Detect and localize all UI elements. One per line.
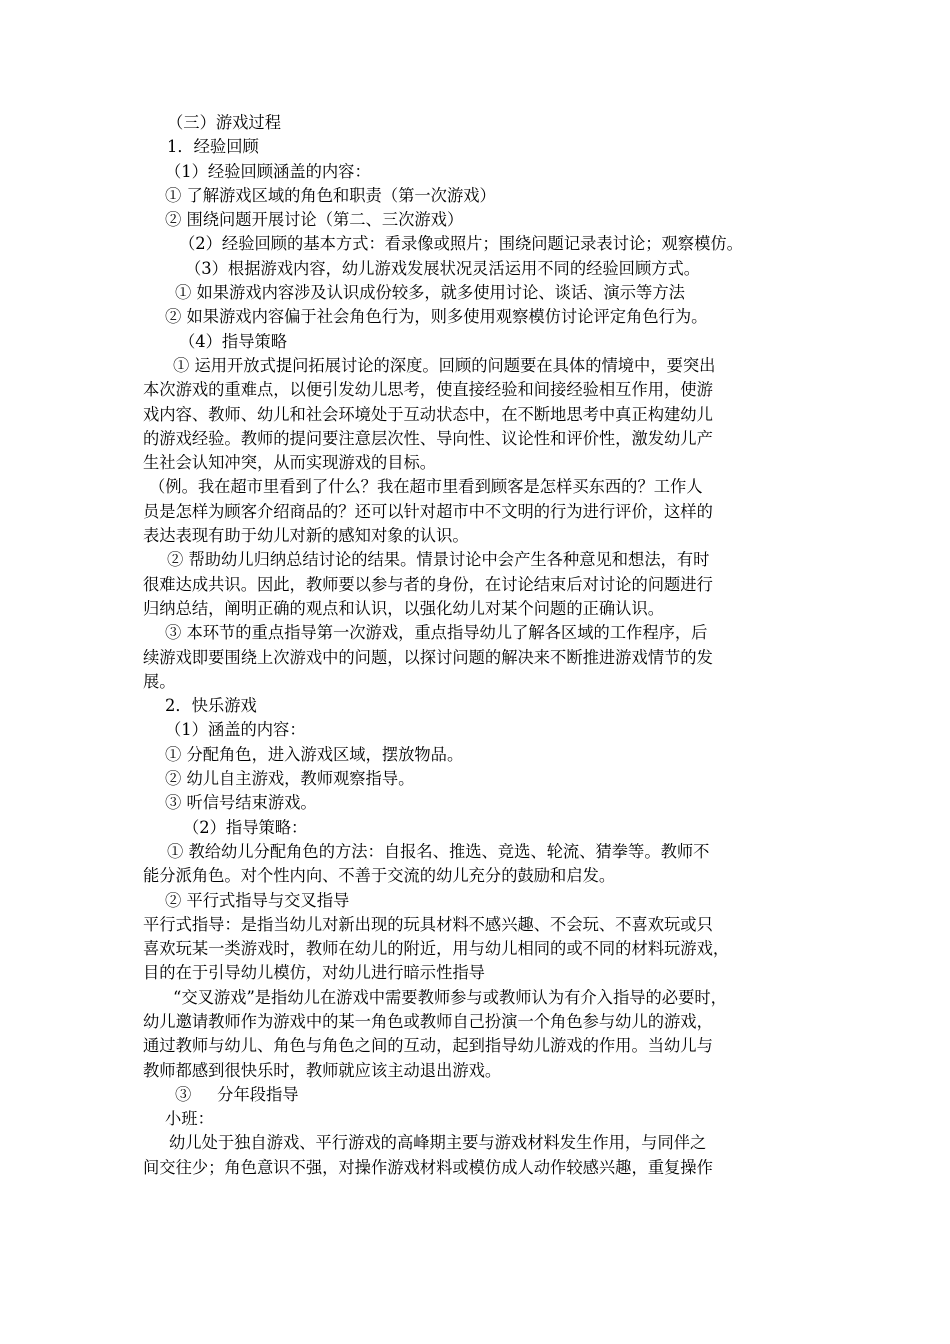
text-line: 幼儿处于独自游戏、平行游戏的高峰期主要与游戏材料发生作用，与同伴之 <box>169 1133 707 1153</box>
text-line: 能分派角色。对个性内向、不善于交流的幼儿充分的鼓励和启发。 <box>143 866 616 886</box>
text-line: （例。我在超市里看到了什么？我在超市里看到顾客是怎样买东西的？工作人 <box>149 477 703 497</box>
text-line: ② 如果游戏内容偏于社会角色行为，则多使用观察模仿讨论评定角色行为。 <box>165 307 708 327</box>
text-line: （三）游戏过程 <box>167 113 281 132</box>
text-line: 员是怎样为顾客介绍商品的？还可以针对超市中不文明的行为进行评价，这样的 <box>143 501 713 521</box>
text-line: “交叉游戏”是指幼儿在游戏中需要教师参与或教师认为有介入指导的必要时， <box>173 987 727 1007</box>
text-line: （2）指导策略： <box>183 817 308 837</box>
text-line: ③ 本环节的重点指导第一次游戏，重点指导幼儿了解各区域的工作程序，后 <box>165 623 708 643</box>
text-line: ② 幼儿自主游戏，教师观察指导。 <box>165 769 415 789</box>
text-line: ② 围绕问题开展讨论（第二、三次游戏） <box>165 210 464 230</box>
text-line: 生社会认知冲突，从而实现游戏的目标。 <box>143 453 437 473</box>
text-line: 1．经验回顾 <box>167 137 259 157</box>
text-line: （2）经验回顾的基本方式：看录像或照片；围绕问题记录表讨论；观察模仿。 <box>179 234 743 254</box>
text-line: 小班： <box>165 1109 214 1129</box>
text-line: 本次游戏的重难点，以便引发幼儿思考，使直接经验和间接经验相互作用，使游 <box>143 380 713 400</box>
text-line: 教师都感到很快乐时，教师就应该主动退出游戏。 <box>143 1060 502 1080</box>
text-line: 2．快乐游戏 <box>165 696 257 716</box>
text-line: ① 教给幼儿分配角色的方法：自报名、推选、竞选、轮流、猜拳等。教师不 <box>167 841 710 861</box>
text-line: 喜欢玩某一类游戏时，教师在幼儿的附近，用与幼儿相同的或不同的材料玩游戏， <box>143 939 730 959</box>
text-line: 戏内容、教师、幼儿和社会环境处于互动状态中，在不断地思考中真正构建幼儿 <box>143 404 713 424</box>
text-line: ① 运用开放式提问拓展讨论的深度。回顾的问题要在具体的情境中，要突出 <box>173 355 716 375</box>
text-line: 目的在于引导幼儿模仿，对幼儿进行暗示性指导 <box>143 963 485 983</box>
text-line: 通过教师与幼儿、角色与角色之间的互动，起到指导幼儿游戏的作用。当幼儿与 <box>143 1036 713 1056</box>
text-line: 很难达成共识。因此，教师要以参与者的身份，在讨论结束后对讨论的问题进行 <box>143 574 713 594</box>
text-line: 续游戏即要围绕上次游戏中的问题，以探讨问题的解决来不断推进游戏情节的发 <box>143 647 713 667</box>
text-line: ② 平行式指导与交叉指导 <box>165 890 350 910</box>
text-line: （3）根据游戏内容，幼儿游戏发展状况灵活运用不同的经验回顾方式。 <box>185 258 701 278</box>
text-line: （1）经验回顾涵盖的内容： <box>165 161 371 181</box>
text-line: 表达表现有助于幼儿对新的感知对象的认识。 <box>143 526 469 546</box>
text-line: ② 帮助幼儿归纳总结讨论的结果。情景讨论中会产生各种意见和想法，有时 <box>167 550 710 570</box>
text-line: ③ 听信号结束游戏。 <box>165 793 317 813</box>
text-line: ③ 分年段指导 <box>175 1084 299 1104</box>
text-line: （1）涵盖的内容： <box>165 720 306 740</box>
text-line: 平行式指导：是指当幼儿对新出现的玩具材料不感兴趣、不会玩、不喜欢玩或只 <box>143 914 713 934</box>
text-line: ① 了解游戏区域的角色和职责（第一次游戏） <box>165 185 496 205</box>
text-line: 间交往少；角色意识不强，对操作游戏材料或模仿成人动作较感兴趣，重复操作 <box>143 1157 713 1177</box>
text-line: ① 分配角色，进入游戏区域，摆放物品。 <box>165 744 464 764</box>
text-line: 展。 <box>143 671 176 691</box>
text-line: 归纳总结，阐明正确的观点和认识，以强化幼儿对某个问题的正确认识。 <box>143 598 665 618</box>
document-body <box>143 111 823 1180</box>
text-line: 的游戏经验。教师的提问要注意层次性、导向性、议论性和评价性，激发幼儿产 <box>143 428 713 448</box>
text-line: （4）指导策略 <box>179 331 288 351</box>
text-line: 幼儿邀请教师作为游戏中的某一角色或教师自己扮演一个角色参与幼儿的游戏， <box>143 1011 713 1031</box>
text-line: ① 如果游戏内容涉及认识成份较多，就多使用讨论、谈话、演示等方法 <box>175 283 685 303</box>
